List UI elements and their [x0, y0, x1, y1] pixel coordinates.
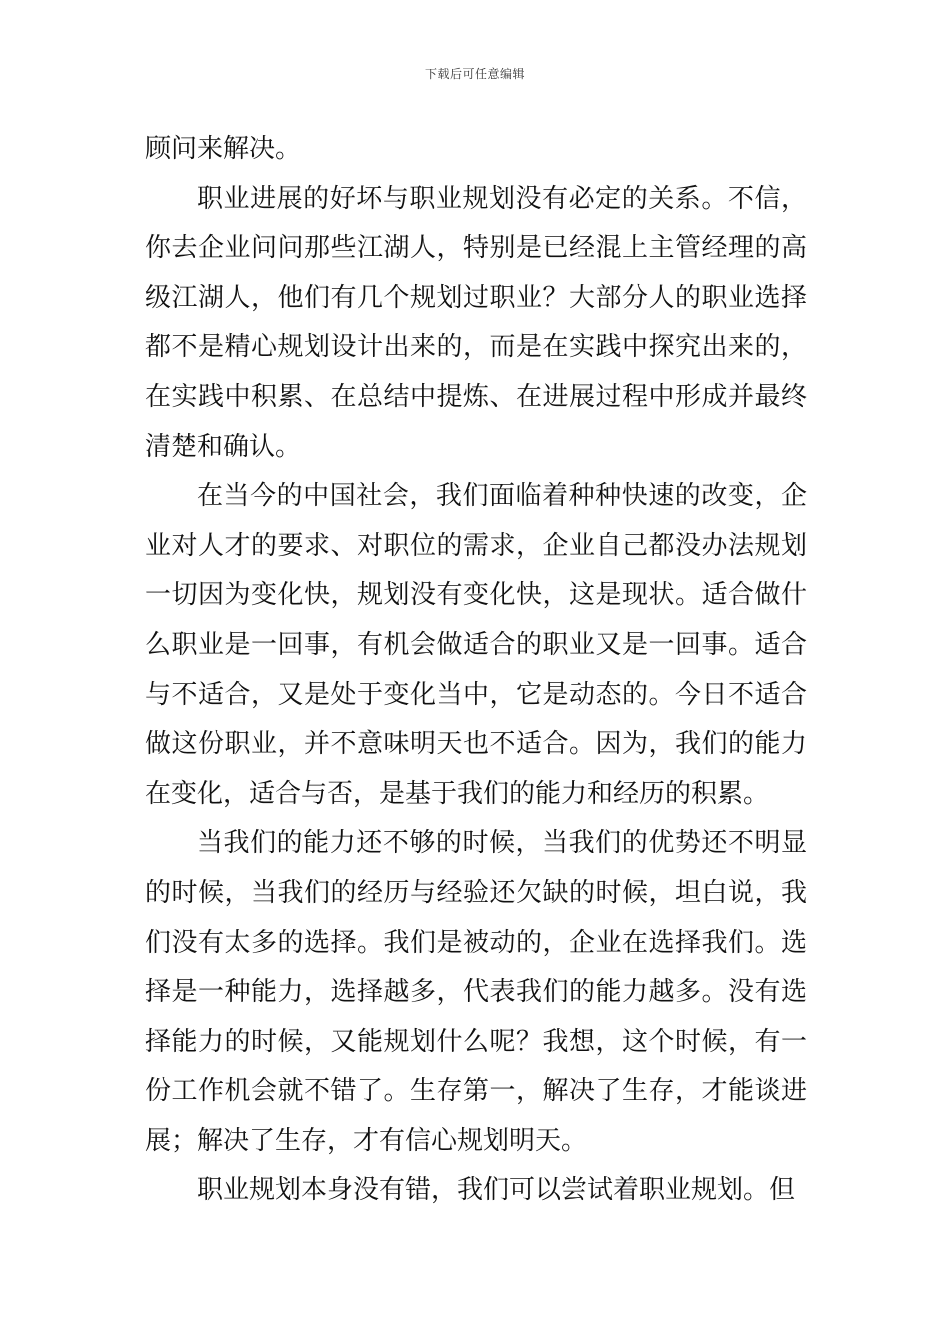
paragraph: 顾问来解决。	[145, 134, 302, 164]
body-text	[145, 125, 807, 1216]
paragraph: 职业规划本身没有错，我们可以尝试着职业规划。但	[197, 1175, 796, 1206]
paragraph: 当我们的能力还不够的时候，当我们的优势还不明显的时候，当我们的经历与经验还欠缺的时候，坦白说，我们没有太多的选择。我们是被动的，企业在选择我们。选择是一种能力，选择越多，代表我们的能力越多。没有选择能力的时候，又能规划什么呢？我想，这个时候，有一份工作机会就不错了。生存第一，解决了生存，才能谈进展；解决了生存，才有信心规划明天。	[145, 828, 807, 1156]
paragraph: 职业进展的好坏与职业规划没有必定的关系。不信，你去企业问问那些江湖人，特别是已经混上主管经理的高级江湖人，他们有几个规划过职业？大部分人的职业选择都不是精心规划设计出来的，而是在实践中探究出来的，在实践中积累、在总结中提炼、在进展过程中形成并最终清楚和确认。	[145, 183, 807, 462]
paragraph: 在当今的中国社会，我们面临着种种快速的改变，企业对人才的要求、对职位的需求，企业自己都没办法规划一切因为变化快，规划没有变化快，这是现状。适合做什么职业是一回事，有机会做适合的职业又是一回事。适合与不适合，又是处于变化当中，它是动态的。今日不适合做这份职业，并不意味明天也不适合。因为，我们的能力在变化，适合与否，是基于我们的能力和经历的积累。	[145, 481, 807, 809]
page-header-note: 下载后可任意编辑	[424, 67, 525, 81]
